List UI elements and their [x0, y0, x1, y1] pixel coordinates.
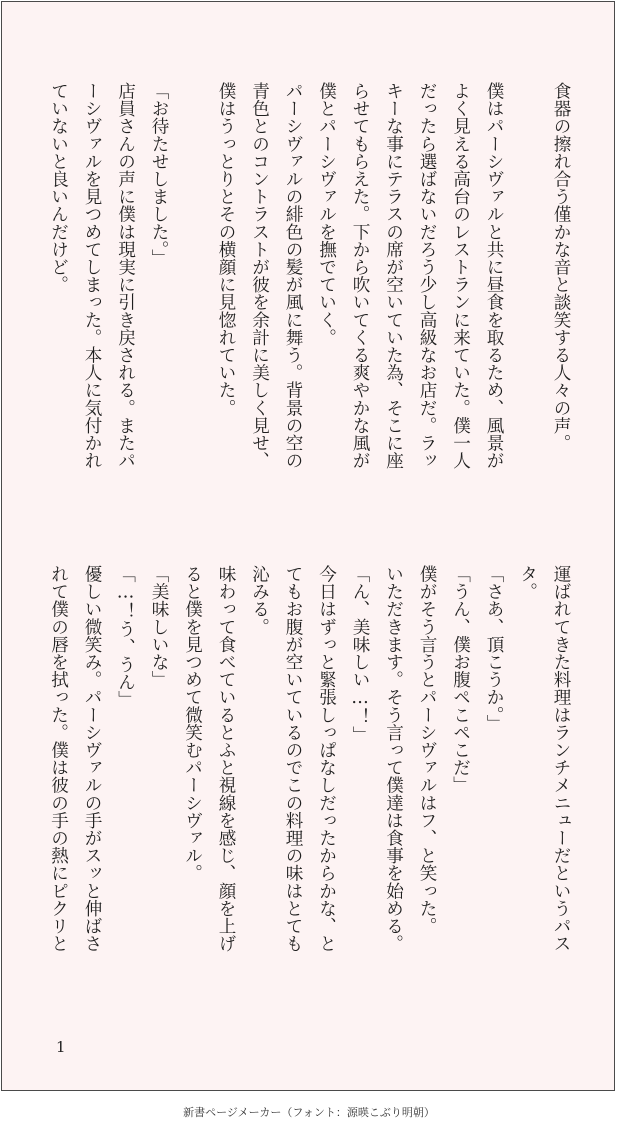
book-page [1, 1, 615, 1091]
lower-text-block: 運ばれてきた料理はランチメニューだというパス タ。 「さあ、頂こうか。」 「うん、僕お腹ペこペこだ」 僕がそう言うとパーシヴァルはフ、と笑った。 いただきます。そう言って僕達は食事を始める。 「ん、美味しい…！」 今日はずっと緊張しっぱなしだったからかな、と てもお腹が空いているのでこの料理の味はとても 沁みる。 味わって食べているとふと視線を感じ、顔を上げ ると僕を見つめて微笑むパーシヴァル。 「美味しいな」 「…！う、うん」 優しい微笑み。パーシヴァルの手がスッと伸ばさ れて僕の唇を拭った。僕は彼の手の熱にピクリと [48, 565, 571, 953]
upper-text-block: 食器の擦れ合う僅かな音と談笑する人々の声。 僕はパーシヴァルと共に昼食を取るため、風景が よく見える高台のレストランに来ていた。僕一人 だったら選ばないだろう少し高級なお店だ。ラッ キーな事にテラスの席が空いていた為、そこに座 らせてもらえた。下から吹いてくる爽やかな風が 僕とパーシヴァルを撫でていく。 パーシヴァルの緋色の髪が風に舞う。背景の空の 青色とのコントラストが彼を余計に美しく見せ、 僕はうっとりとその横顔に見惚れていた。 「お待たせしました。」 店員さんの声に僕は現実に引き戻される。またパ ーシヴァルを見つめてしまった。本人に気付かれ ていないと良いんだけど。 [48, 82, 571, 470]
page-number: 1 [56, 1038, 66, 1056]
footer-credit: 新書ページメーカー（フォント：源暎こぶり明朝） [183, 1106, 435, 1119]
